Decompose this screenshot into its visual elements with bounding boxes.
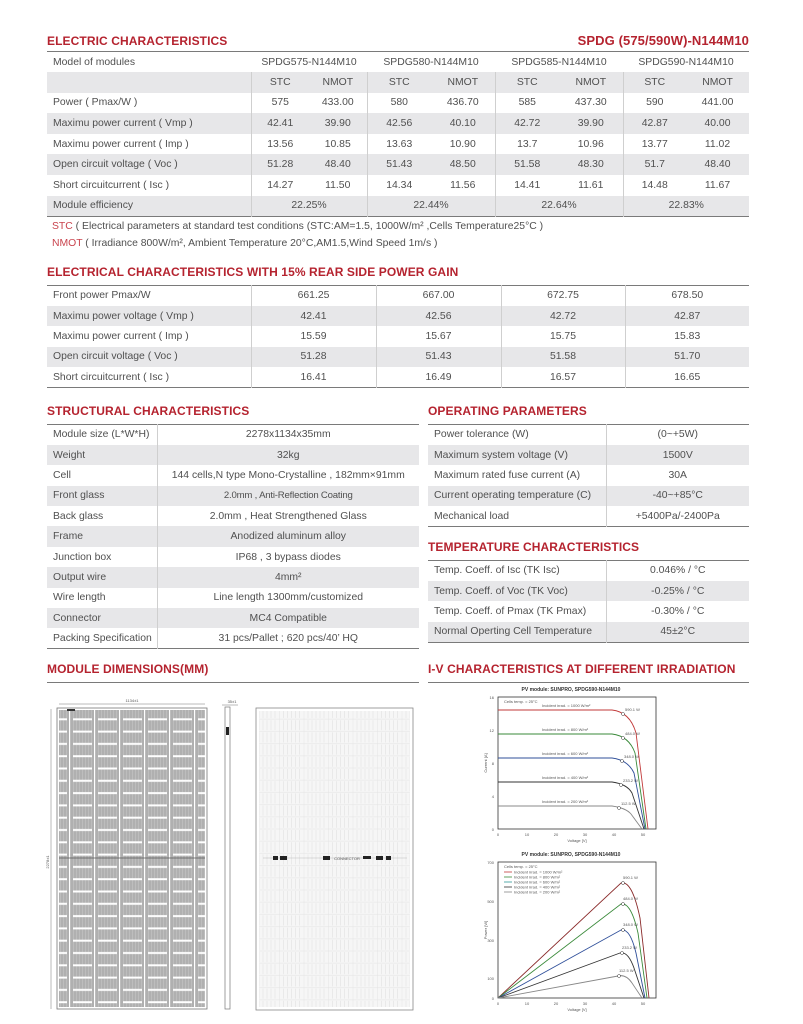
table-row <box>428 445 749 465</box>
svg-text:50: 50 <box>640 832 646 837</box>
table-row <box>428 622 749 642</box>
cell: 40.10 <box>431 113 495 134</box>
cell: 15.67 <box>376 326 501 346</box>
cell: 48.30 <box>559 154 623 175</box>
cell: 678.50 <box>625 286 749 306</box>
nmot-text: ( Irradiance 800W/m², Ambient Temperature 20°C,AM1.5,Wind Speed 1m/s ) <box>82 238 438 249</box>
nmot-key: NMOT <box>52 238 83 249</box>
cell: 11.56 <box>450 179 476 191</box>
cell: +5400Pa/-2400Pa <box>606 506 749 526</box>
row-label: Open circuit voltage ( Voc ) <box>47 347 251 367</box>
subheader: NMOT <box>309 72 367 93</box>
svg-text:CONNECTOR: CONNECTOR <box>334 856 360 861</box>
cell: 16.41 <box>251 367 376 387</box>
electric-section-title: ELECTRIC CHARACTERISTICS <box>47 34 228 48</box>
svg-text:40: 40 <box>611 1001 617 1006</box>
width-dimension-label: 1134±1 <box>125 698 139 703</box>
cell: 0.046% / °C <box>606 561 749 581</box>
model-name: SPDG575-N144M10 <box>261 56 357 68</box>
svg-text:Power [W]: Power [W] <box>483 920 488 940</box>
model-header-row <box>47 52 749 73</box>
cell: -40~+85°C <box>606 486 749 506</box>
operating-parameters-section <box>428 404 749 527</box>
cell: 1500V <box>606 445 749 465</box>
row-label: Temp. Coeff. of Isc (TK Isc) <box>434 565 560 577</box>
row-label: Back glass <box>53 510 104 522</box>
table-row <box>47 445 419 465</box>
svg-text:484.0 W: 484.0 W <box>625 731 640 736</box>
table-row <box>47 93 749 114</box>
svg-text:0: 0 <box>496 1001 500 1006</box>
table-row <box>47 154 749 175</box>
efficiency-row <box>47 196 749 217</box>
rear-table <box>47 285 749 388</box>
cell: 16.65 <box>625 367 749 387</box>
model-series-title: SPDG (575/590W)-N144M10 <box>577 33 749 48</box>
front-view-svg <box>45 697 215 1012</box>
row-label: Power tolerance (W) <box>434 429 529 441</box>
svg-text:484.0 W: 484.0 W <box>623 896 638 901</box>
table-row <box>428 581 749 601</box>
svg-text:Voltage [V]: Voltage [V] <box>567 1007 587 1012</box>
depth-dimension-label: 35±1 <box>227 699 237 704</box>
table-row <box>47 506 419 526</box>
row-label: Current operating temperature (C) <box>428 486 606 506</box>
height-dimension-label: 2278±1 <box>45 855 50 869</box>
svg-text:233.2 W: 233.2 W <box>622 945 637 950</box>
iv-curve-chart <box>482 687 660 845</box>
section-divider <box>428 682 749 683</box>
cell: 14.41 <box>495 175 559 196</box>
svg-text:20: 20 <box>553 1001 559 1006</box>
cell: 16.49 <box>376 367 501 387</box>
model-name: SPDG580-N144M10 <box>383 56 479 68</box>
table-row <box>47 134 749 155</box>
cell: 15.75 <box>501 326 625 346</box>
cell: 31 pcs/Pallet ; 620 pcs/40’ HQ <box>157 628 419 648</box>
cell: 30A <box>606 465 749 485</box>
cell: 51.58 <box>501 347 625 367</box>
table-row <box>428 601 749 621</box>
cell: 672.75 <box>501 286 625 306</box>
cell: 22.64% <box>495 196 623 217</box>
cell: 42.87 <box>623 113 686 134</box>
cell: 14.27 <box>251 175 309 196</box>
table-row <box>428 506 749 526</box>
subheader: STC <box>495 72 559 93</box>
cell: 51.28 <box>251 154 309 175</box>
structural-section-title: STRUCTURAL CHARACTERISTICS <box>47 404 250 418</box>
pv-chart-svg <box>482 858 660 1012</box>
cell: 51.58 <box>495 154 559 175</box>
cell: 2.0mm , Heat Strengthened Glass <box>157 506 419 526</box>
cell: 580 <box>367 93 431 114</box>
test-condition-notes <box>52 218 543 252</box>
module-dimensions-section <box>47 662 419 683</box>
row-label: Normal Operting Cell Temperature <box>428 622 606 642</box>
cell: 48.50 <box>431 154 495 175</box>
cell: 437.30 <box>574 97 607 109</box>
cell: 51.7 <box>623 154 686 175</box>
svg-text:16: 16 <box>489 695 494 700</box>
cell: 11.61 <box>578 179 604 191</box>
table-row <box>47 367 749 387</box>
svg-text:Voltage [V]: Voltage [V] <box>567 838 587 843</box>
svg-text:100: 100 <box>487 976 494 981</box>
cell: 11.50 <box>325 179 351 191</box>
svg-text:590.1 W: 590.1 W <box>625 707 640 712</box>
svg-text:30: 30 <box>582 832 588 837</box>
cell: 42.56 <box>367 113 431 134</box>
table-row <box>47 425 419 445</box>
cell: 48.40 <box>686 154 749 175</box>
svg-text:348.0 W: 348.0 W <box>624 754 639 759</box>
table-row <box>47 113 749 134</box>
cell: -0.30% / °C <box>606 601 749 621</box>
cell: 2.0mm , Anti-Reflection Coating <box>157 486 419 506</box>
table-row <box>428 486 749 506</box>
svg-text:112.5 W: 112.5 W <box>621 801 636 806</box>
svg-text:700: 700 <box>487 860 494 865</box>
table-row <box>47 326 749 346</box>
nmot-note <box>52 235 543 252</box>
row-label: Module efficiency <box>47 196 251 217</box>
cell: 13.63 <box>367 134 431 155</box>
cell: 15.83 <box>625 326 749 346</box>
svg-text:Current [A]: Current [A] <box>483 753 488 773</box>
cell: 39.90 <box>559 113 623 134</box>
table-row <box>47 588 419 608</box>
cell: 11.67 <box>704 179 731 191</box>
cell: 22.83% <box>623 196 749 217</box>
cell: 32kg <box>157 445 419 465</box>
svg-text:Incident irrad. = 200 W/m²: Incident irrad. = 200 W/m² <box>542 799 589 804</box>
cell: 42.41 <box>251 306 376 326</box>
cell: 51.43 <box>376 347 501 367</box>
temperature-table <box>428 560 749 643</box>
cell: 51.28 <box>251 347 376 367</box>
iv-section-title: I-V CHARACTERISTICS AT DIFFERENT IRRADIATION <box>428 662 736 676</box>
cell: 42.56 <box>376 306 501 326</box>
row-label: Front glass <box>47 486 157 506</box>
cell: 11.02 <box>704 138 731 150</box>
electric-table <box>47 51 749 217</box>
row-label: Short circuitcurrent ( Isc ) <box>53 371 170 383</box>
stc-note <box>52 218 543 235</box>
cell: 14.34 <box>367 175 431 196</box>
svg-text:Incident irrad. = 200 W/m²: Incident irrad. = 200 W/m² <box>514 889 561 895</box>
svg-text:Incident irrad. = 600 W/m²: Incident irrad. = 600 W/m² <box>514 879 561 885</box>
table-row <box>428 465 749 485</box>
table-row <box>428 425 749 445</box>
row-label: Connector <box>47 608 157 628</box>
cell: 441.00 <box>701 97 734 109</box>
row-label: Maximu power current ( Imp ) <box>53 138 189 150</box>
row-label: Front power Pmax/W <box>53 290 151 302</box>
svg-text:0: 0 <box>491 996 494 1001</box>
subheader-row <box>47 72 749 93</box>
cell: 2278x1134x35mm <box>157 425 419 445</box>
svg-text:Incident irrad. = 1000 W/m²: Incident irrad. = 1000 W/m² <box>542 703 591 708</box>
cell: 13.56 <box>251 134 309 155</box>
cell: Anodized aluminum alloy <box>157 526 419 546</box>
row-label: Open circuit voltage ( Voc ) <box>47 154 251 175</box>
cell: 48.40 <box>309 154 367 175</box>
cell: 661.25 <box>251 286 376 306</box>
model-header-label: Model of modules <box>53 56 136 68</box>
table-row <box>47 306 749 326</box>
model-name: SPDG590-N144M10 <box>638 56 734 68</box>
svg-text:Incident irrad. = 1000 W/m²: Incident irrad. = 1000 W/m² <box>514 869 563 875</box>
cell: 42.72 <box>501 306 625 326</box>
subheader: NMOT <box>431 72 495 93</box>
cell: 22.25% <box>251 196 367 217</box>
cell: 4mm² <box>157 567 419 587</box>
row-label: Maximum rated fuse current (A) <box>434 469 581 481</box>
svg-text:4: 4 <box>491 794 494 799</box>
svg-text:Incident irrad. = 400 W/m²: Incident irrad. = 400 W/m² <box>514 884 561 890</box>
row-label: Temp. Coeff. of Voc (TK Voc) <box>428 581 606 601</box>
cell: 436.70 <box>446 97 479 109</box>
cell: -0.25% / °C <box>606 581 749 601</box>
temperature-section-title: TEMPERATURE CHARACTERISTICS <box>428 540 640 554</box>
cell: IP68 , 3 bypass diodes <box>157 547 419 567</box>
temperature-characteristics-section <box>428 540 749 643</box>
back-view-drawing <box>255 707 415 1012</box>
row-label: Cell <box>53 469 71 481</box>
cell: 39.90 <box>309 113 367 134</box>
svg-text:348.0 W: 348.0 W <box>623 922 638 927</box>
dimensions-section-title: MODULE DIMENSIONS(MM) <box>47 662 209 676</box>
cell: 42.41 <box>251 113 309 134</box>
subheader: STC <box>251 72 309 93</box>
structural-characteristics-section <box>47 404 419 649</box>
electric-characteristics-section <box>47 28 749 217</box>
svg-text:8: 8 <box>491 761 494 766</box>
cell: 590 <box>623 93 686 114</box>
cell: 42.87 <box>625 306 749 326</box>
cell: 585 <box>495 93 559 114</box>
cell: 51.43 <box>367 154 431 175</box>
section-divider <box>47 682 419 683</box>
row-label: Short circuitcurrent ( Isc ) <box>53 179 170 191</box>
cell: 22.44% <box>367 196 495 217</box>
cell: Line length 1300mm/customized <box>157 588 419 608</box>
row-label: Maximu power current ( Vmp ) <box>47 113 251 134</box>
subheader: STC <box>623 72 686 93</box>
svg-text:12: 12 <box>489 728 494 733</box>
front-view-drawing <box>45 697 215 1012</box>
row-label: Mechanical load <box>434 510 510 522</box>
row-label: Maximu power current ( Imp ) <box>53 330 189 342</box>
svg-text:Incident irrad. = 800 W/m²: Incident irrad. = 800 W/m² <box>542 727 589 732</box>
rear-section-title: ELECTRICAL CHARACTERISTICS WITH 15% REAR SIDE POWER GAIN <box>47 265 459 279</box>
cell: 575 <box>251 93 309 114</box>
row-label: Wire length <box>53 592 106 604</box>
cell: 433.00 <box>321 97 354 109</box>
svg-text:500: 500 <box>487 899 494 904</box>
svg-text:0: 0 <box>496 832 500 837</box>
row-label: Junction box <box>53 551 112 563</box>
cell: 51.70 <box>625 347 749 367</box>
cell: 15.59 <box>251 326 376 346</box>
table-row <box>47 286 749 306</box>
structural-table <box>47 424 419 649</box>
table-row <box>47 628 419 648</box>
svg-text:40: 40 <box>611 832 617 837</box>
pv-curve-chart <box>482 852 660 1014</box>
model-name: SPDG585-N144M10 <box>511 56 607 68</box>
row-label: Frame <box>47 526 157 546</box>
iv-characteristics-section <box>428 662 749 683</box>
row-label: Module size (L*W*H) <box>53 429 150 441</box>
row-label: Maximu power voltage ( Vmp ) <box>47 306 251 326</box>
side-view-drawing <box>220 697 240 1012</box>
rear-power-gain-section <box>47 265 749 388</box>
svg-text:Incident irrad. = 400 W/m²: Incident irrad. = 400 W/m² <box>542 775 589 780</box>
svg-text:300: 300 <box>487 938 494 943</box>
cell: 10.96 <box>577 138 604 150</box>
cell: 667.00 <box>376 286 501 306</box>
svg-text:10: 10 <box>524 832 530 837</box>
pv-chart-title: PV module: SUNPRO, SPDG590-N144M10 <box>521 852 621 858</box>
table-row <box>47 465 419 485</box>
cell: 14.48 <box>623 175 686 196</box>
svg-text:30: 30 <box>582 1001 588 1006</box>
svg-text:590.1 W: 590.1 W <box>623 875 638 880</box>
subheader: NMOT <box>686 72 749 93</box>
cell: 144 cells,N type Mono-Crystalline , 182mm×91mm <box>157 465 419 485</box>
row-label: Weight <box>47 445 157 465</box>
cell: 40.00 <box>686 113 749 134</box>
svg-text:10: 10 <box>524 1001 530 1006</box>
row-label: Output wire <box>47 567 157 587</box>
svg-text:Cells temp. = 25°C: Cells temp. = 25°C <box>504 864 538 869</box>
cell: MC4 Compatible <box>157 608 419 628</box>
stc-key: STC <box>52 221 73 232</box>
cell: 45±2°C <box>606 622 749 642</box>
row-label: Packing Specification <box>53 632 152 644</box>
operating-table <box>428 424 749 527</box>
subheader: STC <box>367 72 431 93</box>
table-row <box>428 561 749 581</box>
table-row <box>47 547 419 567</box>
cell: 13.77 <box>623 134 686 155</box>
svg-text:112.5 W: 112.5 W <box>619 968 634 973</box>
svg-text:50: 50 <box>640 1001 646 1006</box>
table-row <box>47 175 749 196</box>
operating-section-title: OPERATING PARAMETERS <box>428 404 587 418</box>
table-row <box>47 526 419 546</box>
cells-temp-annotation: Cells temp. = 25°C <box>504 699 538 704</box>
row-label: Maximum system voltage (V) <box>428 445 606 465</box>
cell: 16.57 <box>501 367 625 387</box>
svg-text:20: 20 <box>553 832 559 837</box>
cell: 42.72 <box>495 113 559 134</box>
svg-text:233.2 W: 233.2 W <box>623 778 638 783</box>
cell: 10.90 <box>449 138 476 150</box>
iv-chart-title: PV module: SUNPRO, SPDG590-N144M10 <box>521 687 621 693</box>
row-label: Temp. Coeff. of Pmax (TK Pmax) <box>434 605 587 617</box>
iv-chart-svg <box>482 693 660 843</box>
table-row <box>47 486 419 506</box>
table-row <box>47 608 419 628</box>
table-row <box>47 347 749 367</box>
stc-text: ( Electrical parameters at standard test conditions (STC:AM=1.5, 1000W/m² ,Cells Temperature25°C ) <box>72 221 544 232</box>
table-row <box>47 567 419 587</box>
cell: 10.85 <box>324 138 351 150</box>
subheader: NMOT <box>559 72 623 93</box>
row-label: Power ( Pmax/W ) <box>53 97 138 109</box>
svg-text:Incident irrad. = 600 W/m²: Incident irrad. = 600 W/m² <box>542 751 589 756</box>
cell: (0~+5W) <box>606 425 749 445</box>
svg-text:Incident irrad. = 800 W/m²: Incident irrad. = 800 W/m² <box>514 874 561 880</box>
cell: 13.7 <box>495 134 559 155</box>
svg-text:0: 0 <box>491 827 494 832</box>
